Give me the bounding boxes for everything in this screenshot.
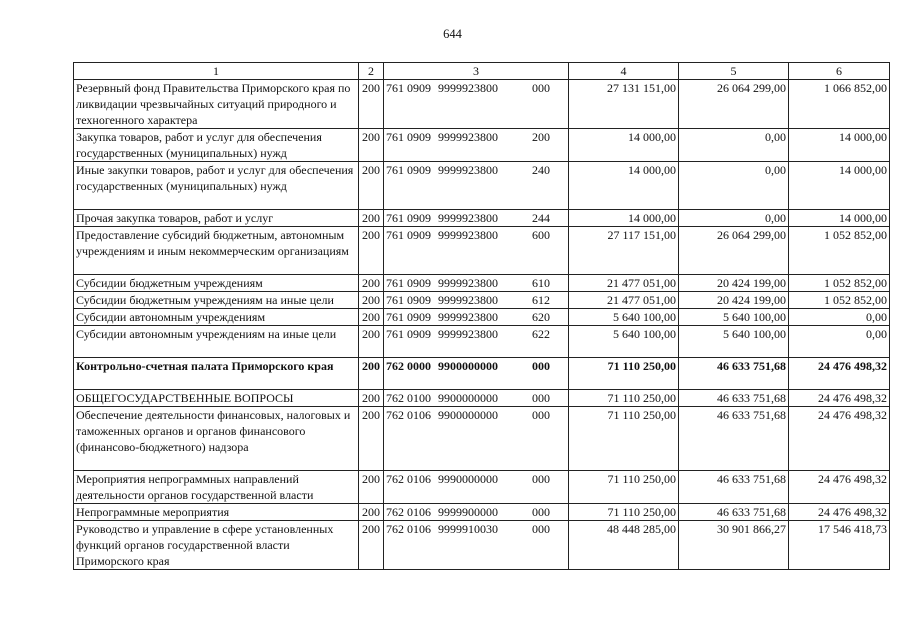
- table-row: [74, 407, 890, 471]
- row-name: Субсидии бюджетным учреждениям: [74, 275, 359, 292]
- code-rz: 0909: [407, 163, 431, 177]
- row-classification: [384, 326, 569, 358]
- amount-col6: 1 052 852,00: [789, 227, 890, 275]
- code-rz: 0106: [407, 472, 431, 486]
- code-csr: 9999923800: [438, 130, 498, 144]
- amount-col5: 0,00: [679, 210, 789, 227]
- row-name: Прочая закупка товаров, работ и услуг: [74, 210, 359, 227]
- table-header-row: [74, 63, 890, 80]
- code-rz: 0100: [407, 391, 431, 405]
- amount-col5: 5 640 100,00: [679, 326, 789, 358]
- row-classification: [384, 390, 569, 407]
- code-rz: 0909: [407, 276, 431, 290]
- amount-col4: 71 110 250,00: [569, 471, 679, 504]
- row-code: 200: [359, 407, 384, 471]
- code-vr: 622: [532, 327, 550, 341]
- row-name: Субсидии бюджетным учреждениям на иные цели: [74, 292, 359, 309]
- amount-col6: 0,00: [789, 326, 890, 358]
- amount-col4: 14 000,00: [569, 129, 679, 162]
- amount-col4: 48 448 285,00: [569, 521, 679, 570]
- row-code: 200: [359, 292, 384, 309]
- row-code: 200: [359, 275, 384, 292]
- row-code: 200: [359, 162, 384, 210]
- row-name: Резервный фонд Правительства Приморского края по ликвидации чрезвычайных ситуаций природного и техногенного характера: [74, 80, 359, 129]
- code-csr: 9999910030: [438, 522, 498, 536]
- amount-col6: 1 066 852,00: [789, 80, 890, 129]
- code-grbs: 761: [386, 130, 404, 144]
- code-vr: 244: [532, 211, 550, 225]
- code-vr: 000: [532, 408, 550, 422]
- amount-col5: 26 064 299,00: [679, 80, 789, 129]
- amount-col5: 30 901 866,27: [679, 521, 789, 570]
- column-header: 5: [679, 63, 789, 80]
- amount-col4: 27 117 151,00: [569, 227, 679, 275]
- code-grbs: 761: [386, 228, 404, 242]
- code-grbs: 762: [386, 505, 404, 519]
- amount-col6: 24 476 498,32: [789, 471, 890, 504]
- amount-col6: 24 476 498,32: [789, 390, 890, 407]
- code-grbs: 761: [386, 211, 404, 225]
- code-vr: 000: [532, 391, 550, 405]
- amount-col4: 5 640 100,00: [569, 309, 679, 326]
- row-code: 200: [359, 504, 384, 521]
- code-vr: 240: [532, 163, 550, 177]
- amount-col4: 5 640 100,00: [569, 326, 679, 358]
- column-header: 1: [74, 63, 359, 80]
- code-grbs: 762: [386, 391, 404, 405]
- amount-col5: 46 633 751,68: [679, 407, 789, 471]
- code-rz: 0909: [407, 310, 431, 324]
- row-name: Контрольно-счетная палата Приморского края: [74, 358, 359, 390]
- row-name: Субсидии автономным учреждениям на иные цели: [74, 326, 359, 358]
- amount-col6: 14 000,00: [789, 162, 890, 210]
- row-code: 200: [359, 358, 384, 390]
- row-code: 200: [359, 80, 384, 129]
- code-grbs: 762: [386, 359, 404, 373]
- amount-col5: 46 633 751,68: [679, 504, 789, 521]
- row-code: 200: [359, 227, 384, 275]
- code-csr: 9990000000: [438, 472, 498, 486]
- row-code: 200: [359, 129, 384, 162]
- code-vr: 000: [532, 359, 550, 373]
- table-row: [74, 162, 890, 210]
- row-classification: [384, 358, 569, 390]
- row-classification: [384, 129, 569, 162]
- column-header: 6: [789, 63, 890, 80]
- table-row: [74, 309, 890, 326]
- budget-table-body: [74, 63, 890, 570]
- code-csr: 9999923800: [438, 293, 498, 307]
- column-header: 2: [359, 63, 384, 80]
- code-csr: 9900000000: [438, 408, 498, 422]
- amount-col5: 5 640 100,00: [679, 309, 789, 326]
- row-name: Обеспечение деятельности финансовых, налоговых и таможенных органов и органов финансового (финансово-бюджетного) надзора: [74, 407, 359, 471]
- row-classification: [384, 80, 569, 129]
- code-vr: 000: [532, 522, 550, 536]
- code-rz: 0106: [407, 522, 431, 536]
- code-csr: 9999900000: [438, 505, 498, 519]
- amount-col5: 20 424 199,00: [679, 292, 789, 309]
- row-classification: [384, 471, 569, 504]
- table-row: [74, 521, 890, 570]
- row-name: Мероприятия непрограммных направлений деятельности органов государственной власти: [74, 471, 359, 504]
- table-row: [74, 326, 890, 358]
- code-csr: 9999923800: [438, 228, 498, 242]
- row-name: Непрограммные мероприятия: [74, 504, 359, 521]
- row-classification: [384, 504, 569, 521]
- table-row: [74, 504, 890, 521]
- row-code: 200: [359, 521, 384, 570]
- code-csr: 9999923800: [438, 276, 498, 290]
- row-name: Иные закупки товаров, работ и услуг для обеспечения государственных (муниципальных) нужд: [74, 162, 359, 210]
- code-grbs: 761: [386, 81, 404, 95]
- code-csr: 9900000000: [438, 359, 498, 373]
- row-code: 200: [359, 326, 384, 358]
- table-row: [74, 358, 890, 390]
- code-vr: 000: [532, 472, 550, 486]
- code-rz: 0106: [407, 505, 431, 519]
- code-rz: 0909: [407, 228, 431, 242]
- amount-col4: 71 110 250,00: [569, 358, 679, 390]
- code-rz: 0909: [407, 327, 431, 341]
- code-csr: 9999923800: [438, 327, 498, 341]
- amount-col4: 21 477 051,00: [569, 292, 679, 309]
- code-vr: 600: [532, 228, 550, 242]
- row-classification: [384, 275, 569, 292]
- code-grbs: 762: [386, 472, 404, 486]
- amount-col5: 0,00: [679, 162, 789, 210]
- code-grbs: 761: [386, 276, 404, 290]
- row-code: 200: [359, 309, 384, 326]
- table-row: [74, 292, 890, 309]
- row-name: Закупка товаров, работ и услуг для обеспечения государственных (муниципальных) нужд: [74, 129, 359, 162]
- code-rz: 0909: [407, 81, 431, 95]
- code-grbs: 761: [386, 310, 404, 324]
- code-vr: 000: [532, 81, 550, 95]
- row-code: 200: [359, 390, 384, 407]
- code-vr: 200: [532, 130, 550, 144]
- amount-col4: 14 000,00: [569, 162, 679, 210]
- amount-col6: 24 476 498,32: [789, 358, 890, 390]
- row-name: ОБЩЕГОСУДАРСТВЕННЫЕ ВОПРОСЫ: [74, 390, 359, 407]
- code-rz: 0909: [407, 130, 431, 144]
- column-header: 4: [569, 63, 679, 80]
- table-row: [74, 210, 890, 227]
- row-name: Предоставление субсидий бюджетным, автономным учреждениям и иным некоммерческим организациям: [74, 227, 359, 275]
- code-csr: 9999923800: [438, 211, 498, 225]
- code-grbs: 761: [386, 327, 404, 341]
- code-rz: 0909: [407, 293, 431, 307]
- code-csr: 9999923800: [438, 163, 498, 177]
- code-csr: 9999923800: [438, 81, 498, 95]
- amount-col6: 24 476 498,32: [789, 407, 890, 471]
- amount-col6: 1 052 852,00: [789, 275, 890, 292]
- page-number: 644: [443, 27, 462, 41]
- row-classification: [384, 292, 569, 309]
- amount-col5: 20 424 199,00: [679, 275, 789, 292]
- row-classification: [384, 227, 569, 275]
- amount-col4: 71 110 250,00: [569, 407, 679, 471]
- amount-col4: 27 131 151,00: [569, 80, 679, 129]
- code-grbs: 761: [386, 163, 404, 177]
- amount-col6: 17 546 418,73: [789, 521, 890, 570]
- row-classification: [384, 309, 569, 326]
- table-row: [74, 275, 890, 292]
- code-vr: 610: [532, 276, 550, 290]
- column-header: 3: [384, 63, 569, 80]
- budget-table: [73, 62, 890, 570]
- row-classification: [384, 162, 569, 210]
- amount-col4: 71 110 250,00: [569, 390, 679, 407]
- amount-col4: 21 477 051,00: [569, 275, 679, 292]
- code-grbs: 761: [386, 293, 404, 307]
- code-grbs: 762: [386, 408, 404, 422]
- table-row: [74, 471, 890, 504]
- code-csr: 9900000000: [438, 391, 498, 405]
- code-csr: 9999923800: [438, 310, 498, 324]
- table-row: [74, 129, 890, 162]
- amount-col5: 46 633 751,68: [679, 471, 789, 504]
- row-classification: [384, 521, 569, 570]
- code-rz: 0106: [407, 408, 431, 422]
- amount-col4: 71 110 250,00: [569, 504, 679, 521]
- amount-col6: 14 000,00: [789, 210, 890, 227]
- code-rz: 0909: [407, 211, 431, 225]
- row-classification: [384, 210, 569, 227]
- amount-col5: 46 633 751,68: [679, 390, 789, 407]
- table-row: [74, 390, 890, 407]
- code-rz: 0000: [407, 359, 431, 373]
- code-vr: 000: [532, 505, 550, 519]
- amount-col5: 26 064 299,00: [679, 227, 789, 275]
- amount-col6: 24 476 498,32: [789, 504, 890, 521]
- code-vr: 620: [532, 310, 550, 324]
- amount-col6: 14 000,00: [789, 129, 890, 162]
- code-grbs: 762: [386, 522, 404, 536]
- code-vr: 612: [532, 293, 550, 307]
- amount-col4: 14 000,00: [569, 210, 679, 227]
- table-row: [74, 227, 890, 275]
- row-code: 200: [359, 210, 384, 227]
- amount-col5: 46 633 751,68: [679, 358, 789, 390]
- row-name: Субсидии автономным учреждениям: [74, 309, 359, 326]
- row-code: 200: [359, 471, 384, 504]
- amount-col6: 0,00: [789, 309, 890, 326]
- row-classification: [384, 407, 569, 471]
- table-row: [74, 80, 890, 129]
- amount-col5: 0,00: [679, 129, 789, 162]
- amount-col6: 1 052 852,00: [789, 292, 890, 309]
- row-name: Руководство и управление в сфере установленных функций органов государственной власти Приморского края: [74, 521, 359, 570]
